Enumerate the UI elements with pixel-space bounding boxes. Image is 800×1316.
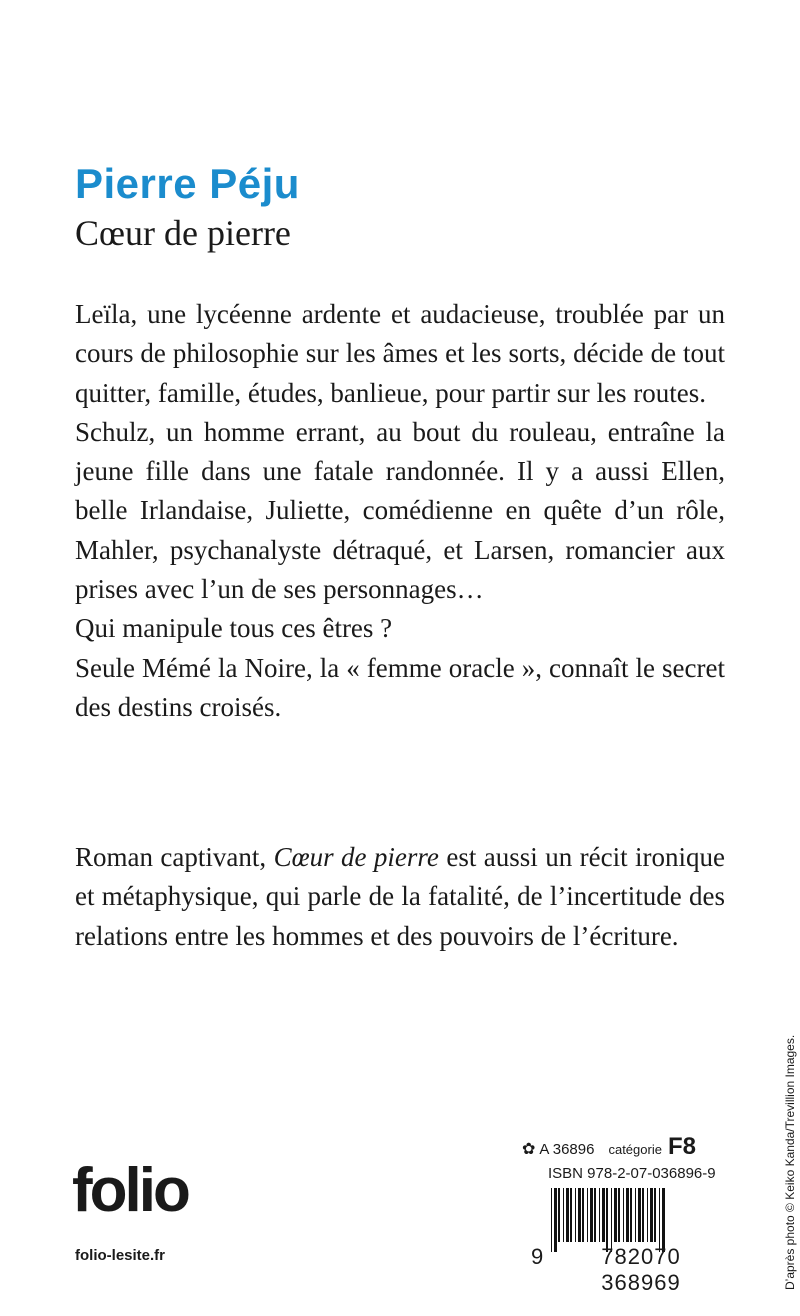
folio-logo: folio <box>72 1156 188 1225</box>
blurb-paragraph: Qui manipule tous ces êtres ? <box>75 613 393 644</box>
barcode-bar <box>554 1188 557 1252</box>
barcode-bar <box>582 1188 584 1242</box>
barcode-bars <box>549 1188 725 1252</box>
barcode-bar <box>618 1188 620 1242</box>
barcode-bar <box>614 1188 617 1242</box>
barcode-bar <box>566 1188 569 1242</box>
catalog-code: A 36896 <box>539 1141 595 1158</box>
barcode-bar <box>638 1188 641 1242</box>
barcode-bar <box>575 1188 576 1242</box>
barcode-bar <box>602 1188 605 1242</box>
summary-after: est aussi un récit ironique et métaphysique, qui parle de la fatalité, de l’incertitude des relations entre les hommes et des pouvoirs de l’écriture. <box>75 842 725 951</box>
barcode-bar <box>650 1188 653 1242</box>
barcode-bar <box>590 1188 593 1242</box>
barcode-bar <box>630 1188 632 1242</box>
catalog-symbol-icon: ✿ <box>522 1141 536 1158</box>
barcode-bar <box>662 1188 665 1252</box>
author-name: Pierre Péju <box>75 160 300 207</box>
isbn: ISBN 978-2-07-036896-9 <box>548 1165 716 1182</box>
blurb <box>75 295 725 727</box>
barcode <box>531 1188 731 1295</box>
category-value: F8 <box>667 1133 696 1160</box>
summary-title-italic: Cœur de pierre <box>273 842 439 872</box>
publisher-site: folio-lesite.fr <box>75 1247 166 1264</box>
barcode-bar <box>578 1188 581 1242</box>
book-title: Cœur de pierre <box>75 213 291 253</box>
barcode-digits: 782070 368969 <box>601 1244 681 1295</box>
barcode-bar <box>563 1188 564 1242</box>
barcode-bar <box>654 1188 656 1242</box>
barcode-bar <box>594 1188 596 1242</box>
blurb-paragraph: Schulz, un homme errant, au bout du rouleau, entraîne la jeune fille dans une fatale randonnée. Il y a aussi Ellen, belle Irlandaise, Juliette, comédienne en quête d’un rôle, Mahler, psychanalyste détraqué, et Larsen, romancier aux prises avec l’un de ses personnages… <box>75 416 725 605</box>
photo-credit: D’après photo © Keiko Kanda/Trevillion Images. <box>783 1034 797 1290</box>
blurb-paragraph: Seule Mémé la Noire, la « femme oracle », connaît le secret des destins croisés. <box>75 652 725 722</box>
barcode-first-digit: 9 <box>531 1244 544 1269</box>
barcode-bar <box>599 1188 600 1242</box>
barcode-bar <box>570 1188 572 1242</box>
barcode-bar <box>551 1188 552 1252</box>
summary <box>75 838 725 956</box>
barcode-bar <box>611 1188 612 1252</box>
catalog-row <box>522 1133 722 1161</box>
category-label: catégorie <box>608 1142 662 1157</box>
barcode-bar <box>635 1188 636 1242</box>
barcode-bar <box>587 1188 588 1242</box>
barcode-bar <box>606 1188 608 1252</box>
barcode-bar <box>642 1188 644 1242</box>
barcode-bar <box>659 1188 660 1252</box>
blurb-paragraph: Leïla, une lycéenne ardente et audacieuse, troublée par un cours de philosophie sur les âmes et les sorts, décide de tout quitter, famille, études, banlieue, pour partir sur les routes. <box>75 299 725 408</box>
summary-before: Roman captivant, <box>75 842 274 872</box>
barcode-bar <box>626 1188 629 1242</box>
barcode-bar <box>558 1188 560 1242</box>
barcode-bar <box>623 1188 624 1242</box>
barcode-bar <box>647 1188 648 1242</box>
